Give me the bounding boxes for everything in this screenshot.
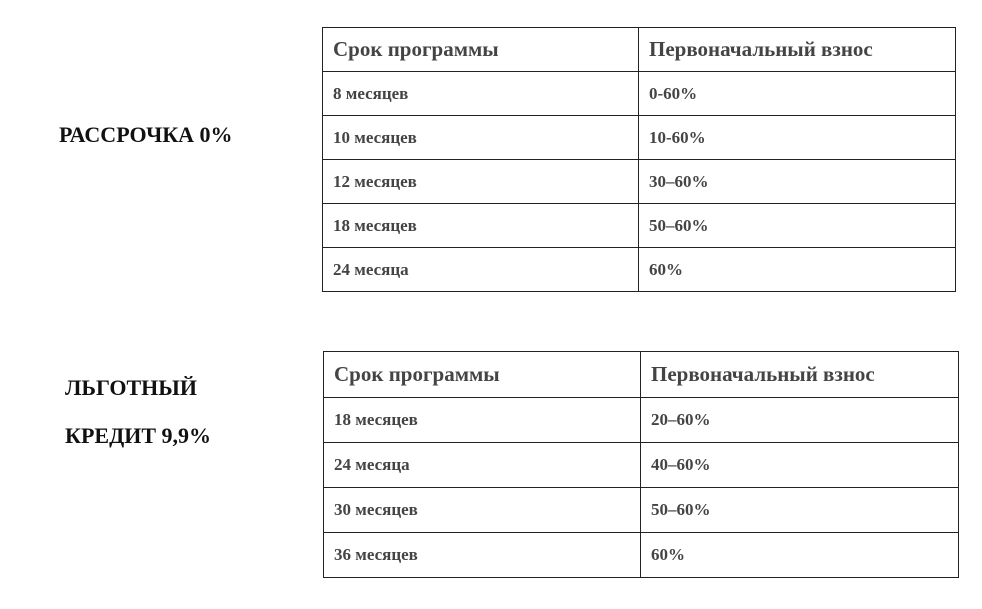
term-cell: 10 месяцев	[323, 116, 639, 160]
table-header-row	[324, 352, 959, 398]
down-payment-cell: 60%	[639, 248, 956, 292]
column-header-term: Срок программы	[323, 28, 639, 72]
column-header-term: Срок программы	[324, 352, 641, 398]
column-header-down-payment: Первоначальный взнос	[639, 28, 956, 72]
table-row	[323, 204, 956, 248]
credit-title-line-1: ЛЬГОТНЫЙ	[65, 375, 197, 400]
credit-table	[323, 351, 959, 578]
table-row	[324, 488, 959, 533]
down-payment-cell: 50–60%	[641, 488, 959, 533]
down-payment-cell: 20–60%	[641, 398, 959, 443]
installment-table	[322, 27, 956, 292]
credit-title-line-2: КРЕДИТ 9,9%	[65, 423, 211, 448]
term-cell: 8 месяцев	[323, 72, 639, 116]
table-row	[324, 533, 959, 578]
down-payment-cell: 0-60%	[639, 72, 956, 116]
installment-title: РАССРОЧКА 0%	[59, 122, 233, 147]
down-payment-cell: 40–60%	[641, 443, 959, 488]
down-payment-cell: 30–60%	[639, 160, 956, 204]
down-payment-cell: 10-60%	[639, 116, 956, 160]
term-cell: 30 месяцев	[324, 488, 641, 533]
down-payment-cell: 50–60%	[639, 204, 956, 248]
term-cell: 12 месяцев	[323, 160, 639, 204]
table-row	[323, 116, 956, 160]
term-cell: 18 месяцев	[323, 204, 639, 248]
term-cell: 18 месяцев	[324, 398, 641, 443]
table-header-row	[323, 28, 956, 72]
term-cell: 24 месяца	[324, 443, 641, 488]
term-cell: 24 месяца	[323, 248, 639, 292]
table-row	[324, 398, 959, 443]
table-row	[323, 160, 956, 204]
column-header-down-payment: Первоначальный взнос	[641, 352, 959, 398]
table-row	[324, 443, 959, 488]
table-row	[323, 72, 956, 116]
table-row	[323, 248, 956, 292]
term-cell: 36 месяцев	[324, 533, 641, 578]
down-payment-cell: 60%	[641, 533, 959, 578]
